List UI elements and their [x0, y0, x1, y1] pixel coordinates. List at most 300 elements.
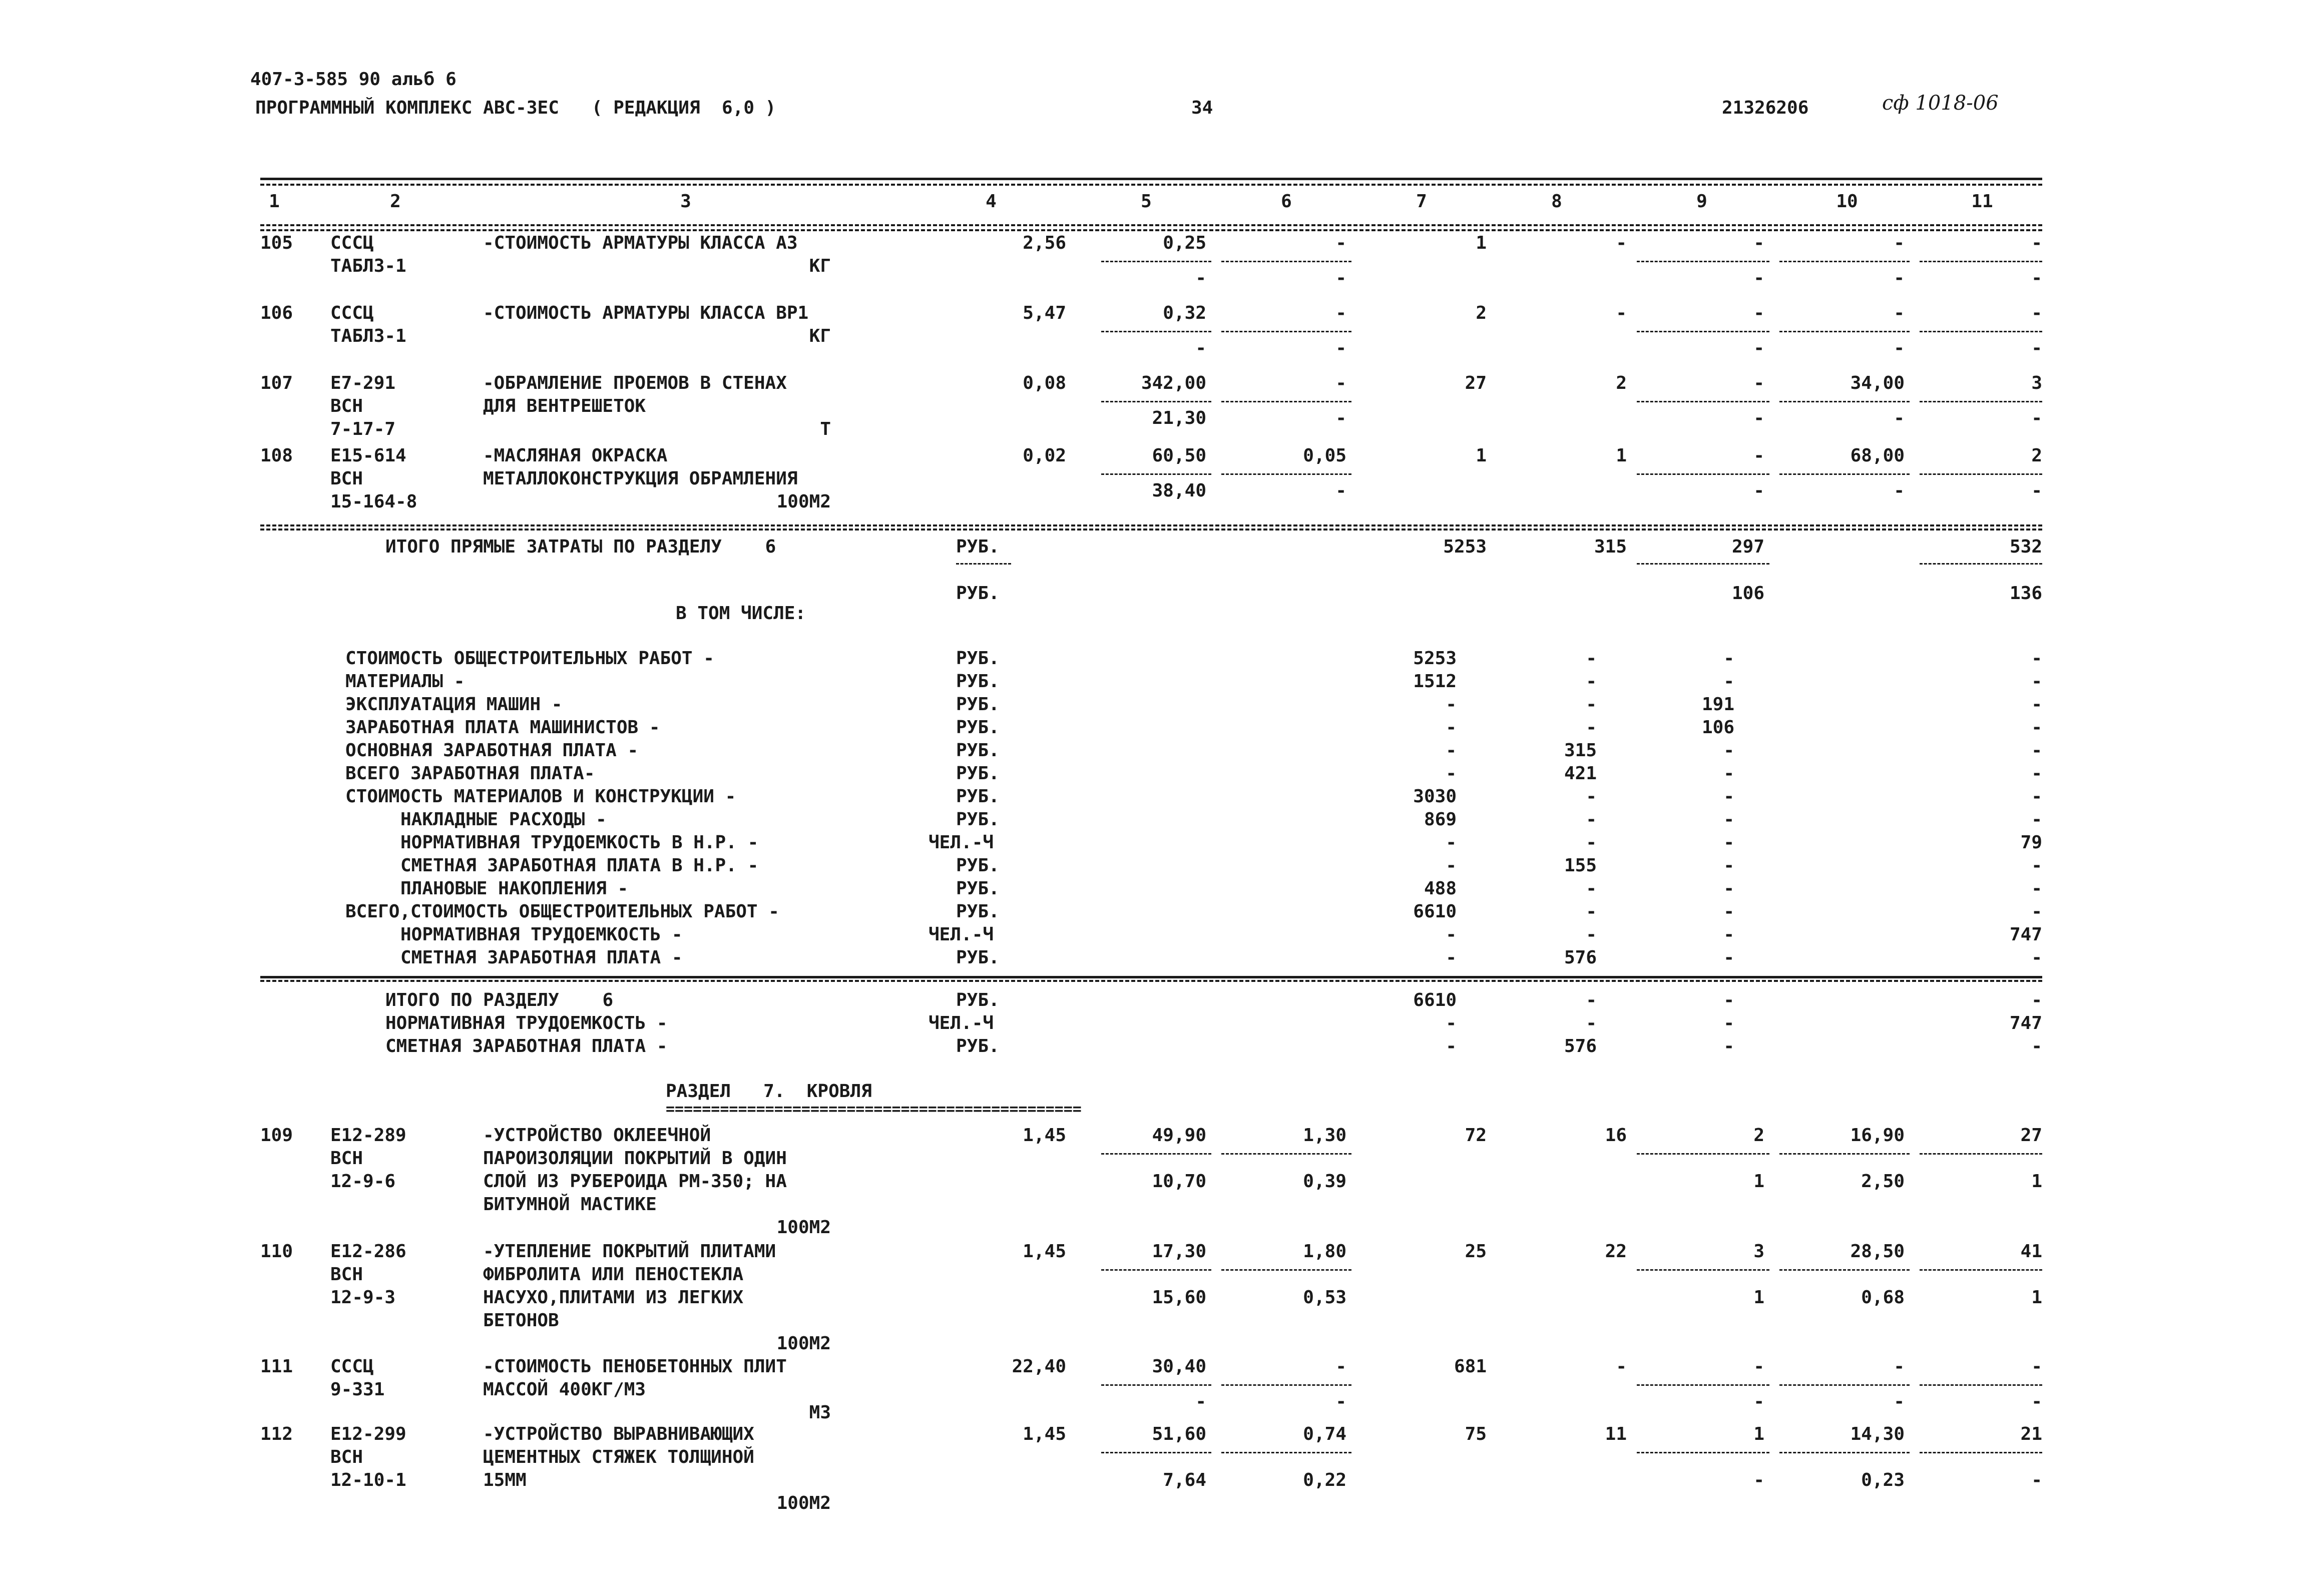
column-header-5: 5 — [1141, 191, 1152, 212]
item-unit: 100М2 — [776, 1493, 831, 1513]
breakdown-machines: - — [1723, 786, 1734, 807]
cell-divider — [1637, 1384, 1769, 1386]
page-number: 34 — [1191, 98, 1213, 118]
section-total-unit-2: РУБ. — [956, 583, 1000, 604]
totals-cost: - — [1446, 1036, 1457, 1056]
totals-unit: РУБ. — [956, 990, 1000, 1010]
breakdown-label: НОРМАТИВНАЯ ТРУДОЕМКОСТЬ В Н.Р. - — [400, 832, 759, 853]
breakdown-unit: РУБ. — [956, 648, 1000, 669]
totals-unit: ЧЕЛ.-Ч — [929, 1013, 994, 1033]
item-quantity: 1,45 — [1023, 1241, 1066, 1262]
breakdown-wages: - — [1586, 786, 1597, 807]
breakdown-wages: 315 — [1564, 740, 1597, 761]
price-divider — [1101, 1153, 1211, 1155]
breakdown-machines: - — [1723, 947, 1734, 968]
item-number: 105 — [260, 233, 293, 253]
total-wages: - — [1616, 233, 1627, 253]
labour-total: 21 — [2020, 1424, 2042, 1444]
price-divider — [1101, 261, 1211, 262]
column-header-7: 7 — [1416, 191, 1427, 212]
item-description: ЦЕМЕНТНЫХ СТЯЖЕК ТОЛЩИНОЙ — [483, 1447, 754, 1467]
breakdown-cost: - — [1446, 717, 1457, 738]
breakdown-cost: - — [1446, 855, 1457, 876]
total-machines: 3 — [1753, 1241, 1764, 1262]
breakdown-wages: - — [1586, 648, 1597, 669]
unit-price-total: 51,60 — [1152, 1424, 1206, 1444]
unit-price-wages: - — [1195, 1391, 1206, 1412]
unit-price-total: 17,30 — [1152, 1241, 1206, 1262]
unit-price-wages: - — [1195, 268, 1206, 288]
item-code: 12-10-1 — [330, 1470, 406, 1490]
breakdown-label: ЗАРАБОТНАЯ ПЛАТА МАШИНИСТОВ - — [345, 717, 660, 738]
totals-machines: - — [1723, 1013, 1734, 1033]
breakdown-unit: РУБ. — [956, 901, 1000, 922]
total-wages: 11 — [1605, 1424, 1627, 1444]
section-total-rule — [260, 524, 2042, 526]
breakdown-label: НОРМАТИВНАЯ ТРУДОЕМКОСТЬ - — [400, 924, 683, 945]
total-divider — [1637, 563, 1769, 565]
cell-divider — [1920, 1269, 2042, 1271]
unit-price-total: 0,32 — [1163, 303, 1206, 323]
machinist-wages: - — [1753, 408, 1764, 428]
item-unit: 100М2 — [776, 1217, 831, 1238]
total-wages: 2 — [1616, 373, 1627, 393]
item-quantity: 1,45 — [1023, 1125, 1066, 1146]
breakdown-labour: - — [2031, 809, 2042, 830]
total-machines: - — [1753, 233, 1764, 253]
labour-per-unit: - — [1894, 1356, 1905, 1377]
machinist-labour-total: - — [2031, 338, 2042, 358]
labour-per-unit: 16,90 — [1850, 1125, 1905, 1146]
item-code: 9-331 — [330, 1379, 385, 1400]
cell-divider — [1637, 1269, 1769, 1271]
breakdown-machines: - — [1723, 648, 1734, 669]
unit-price-machines: - — [1335, 373, 1346, 393]
breakdown-machines: - — [1723, 855, 1734, 876]
item-description: СЛОЙ ИЗ РУБЕРОИДА РМ-350; НА — [483, 1171, 787, 1192]
price-divider — [1101, 401, 1211, 402]
price-divider — [1221, 1384, 1351, 1386]
breakdown-cost: 3030 — [1413, 786, 1457, 807]
machinist-wages: 1 — [1753, 1287, 1764, 1308]
section-total-machines: 297 — [1731, 537, 1764, 557]
machinist-labour: - — [1894, 268, 1905, 288]
price-divider — [1101, 331, 1211, 332]
item-description: -СТОИМОСТЬ АРМАТУРЫ КЛАССА ВР1 — [483, 303, 809, 323]
breakdown-labour: - — [2031, 671, 2042, 692]
cell-divider — [1920, 401, 2042, 402]
document-code: 21326206 — [1722, 98, 1809, 118]
section-total-machinist-labour: 136 — [2009, 583, 2042, 604]
item-description: -УСТРОЙСТВО ВЫРАВНИВАЮЩИХ — [483, 1424, 754, 1444]
total-cost: 72 — [1465, 1125, 1487, 1146]
breakdown-machines: - — [1723, 878, 1734, 899]
item-description: -СТОИМОСТЬ ПЕНОБЕТОННЫХ ПЛИТ — [483, 1356, 787, 1377]
breakdown-unit: РУБ. — [956, 763, 1000, 784]
item-code: ВСН — [330, 468, 363, 489]
breakdown-labour: - — [2031, 763, 2042, 784]
item-quantity: 0,02 — [1023, 445, 1066, 466]
breakdown-unit: РУБ. — [956, 694, 1000, 715]
breakdown-cost: 488 — [1424, 878, 1457, 899]
cell-divider — [1920, 1384, 2042, 1386]
item-quantity: 1,45 — [1023, 1424, 1066, 1444]
section-total-machinist-wages: 106 — [1731, 583, 1764, 604]
item-code: ТАБЛ3-1 — [330, 256, 406, 276]
column-header-10: 10 — [1836, 191, 1858, 212]
section-total-cost: 5253 — [1443, 537, 1487, 557]
item-code: Е12-286 — [330, 1241, 406, 1262]
labour-per-unit: 28,50 — [1850, 1241, 1905, 1262]
item-number: 106 — [260, 303, 293, 323]
item-description: -МАСЛЯНАЯ ОКРАСКА — [483, 445, 668, 466]
item-code: ТАБЛ3-1 — [330, 326, 406, 346]
cell-divider — [1779, 261, 1910, 262]
totals-labour: 747 — [2009, 1013, 2042, 1033]
price-divider — [1101, 1384, 1211, 1386]
machinist-wages: - — [1753, 338, 1764, 358]
totals-label: НОРМАТИВНАЯ ТРУДОЕМКОСТЬ - — [385, 1013, 668, 1033]
cell-divider — [1920, 473, 2042, 475]
cell-divider — [1637, 401, 1769, 402]
breakdown-label: ВСЕГО ЗАРАБОТНАЯ ПЛАТА- — [345, 763, 595, 784]
unit-price-machines: 1,30 — [1303, 1125, 1346, 1146]
item-number: 109 — [260, 1125, 293, 1146]
unit-price-wages: 21,30 — [1152, 408, 1206, 428]
item-code: Е7-291 — [330, 373, 396, 393]
total-wages: 22 — [1605, 1241, 1627, 1262]
breakdown-cost: 1512 — [1413, 671, 1457, 692]
unit-price-machinist-wages: 0,53 — [1303, 1287, 1346, 1308]
item-description: ФИБРОЛИТА ИЛИ ПЕНОСТЕКЛА — [483, 1264, 744, 1285]
breakdown-cost: 869 — [1424, 809, 1457, 830]
labour-total: - — [2031, 303, 2042, 323]
breakdown-unit: РУБ. — [956, 809, 1000, 830]
unit-price-total: 49,90 — [1152, 1125, 1206, 1146]
unit-price-machines: - — [1335, 233, 1346, 253]
cell-divider — [1779, 1452, 1910, 1453]
total-wages: 1 — [1616, 445, 1627, 466]
labour-total: 41 — [2020, 1241, 2042, 1262]
item-unit: КГ — [809, 256, 831, 276]
unit-price-machinist-wages: - — [1335, 408, 1346, 428]
breakdown-unit: ЧЕЛ.-Ч — [929, 924, 994, 945]
item-code: ВСН — [330, 1447, 363, 1467]
machinist-labour-total: - — [2031, 1391, 2042, 1412]
breakdown-wages: - — [1586, 809, 1597, 830]
item-number: 108 — [260, 445, 293, 466]
column-header-4: 4 — [986, 191, 997, 212]
totals-labour: - — [2031, 990, 2042, 1010]
breakdown-wages: 155 — [1564, 855, 1597, 876]
item-number: 111 — [260, 1356, 293, 1377]
breakdown-machines: - — [1723, 924, 1734, 945]
section-total-label: ИТОГО ПРЯМЫЕ ЗАТРАТЫ ПО РАЗДЕЛУ 6 — [385, 537, 776, 557]
breakdown-label: МАТЕРИАЛЫ - — [345, 671, 465, 692]
labour-total: 3 — [2031, 373, 2042, 393]
item-number: 107 — [260, 373, 293, 393]
item-description: -УСТРОЙСТВО ОКЛЕЕЧНОЙ — [483, 1125, 711, 1146]
breakdown-cost: - — [1446, 694, 1457, 715]
doc-reference: 407-3-585 90 альб 6 — [250, 69, 456, 90]
breakdown-label: ПЛАНОВЫЕ НАКОПЛЕНИЯ - — [400, 878, 629, 899]
total-cost: 681 — [1454, 1356, 1487, 1377]
item-code: Е12-299 — [330, 1424, 406, 1444]
machinist-labour-total: - — [2031, 408, 2042, 428]
item-code: СССЦ — [330, 303, 374, 323]
unit-price-machinist-wages: - — [1335, 1391, 1346, 1412]
item-description: -ОБРАМЛЕНИЕ ПРОЕМОВ В СТЕНАХ — [483, 373, 787, 393]
breakdown-cost: - — [1446, 740, 1457, 761]
price-divider — [1221, 1452, 1351, 1453]
totals-machines: - — [1723, 1036, 1734, 1056]
machinist-labour-total: 1 — [2031, 1171, 2042, 1192]
machinist-wages: - — [1753, 1470, 1764, 1490]
item-description: -СТОИМОСТЬ АРМАТУРЫ КЛАССА А3 — [483, 233, 798, 253]
cell-divider — [1637, 331, 1769, 332]
price-divider — [1101, 1452, 1211, 1453]
breakdown-labour: - — [2031, 947, 2042, 968]
price-divider — [1221, 1153, 1351, 1155]
breakdown-machines: - — [1723, 740, 1734, 761]
breakdown-label: СТОИМОСТЬ ОБЩЕСТРОИТЕЛЬНЫХ РАБОТ - — [345, 648, 714, 669]
item-code: 12-9-3 — [330, 1287, 396, 1308]
breakdown-wages: - — [1586, 717, 1597, 738]
cell-divider — [1779, 473, 1910, 475]
price-divider — [1221, 473, 1351, 475]
breakdown-unit: РУБ. — [956, 740, 1000, 761]
table-top-rule-2 — [260, 184, 2042, 186]
item-description: БИТУМНОЙ МАСТИКЕ — [483, 1194, 657, 1215]
breakdown-machines: 191 — [1701, 694, 1734, 715]
total-machines: - — [1753, 303, 1764, 323]
breakdown-machines: - — [1723, 901, 1734, 922]
unit-price-machinist-wages: 0,39 — [1303, 1171, 1346, 1192]
section-total-wages: 315 — [1594, 537, 1627, 557]
breakdown-wages: 576 — [1564, 947, 1597, 968]
program-title: ПРОГРАММНЫЙ КОМПЛЕКС АВС-3ЕС ( РЕДАКЦИЯ 6,0 ) — [255, 98, 776, 118]
item-code: Е15-614 — [330, 445, 406, 466]
header-rule-2 — [260, 229, 2042, 231]
totals-rule-2 — [260, 980, 2042, 982]
column-header-1: 1 — [269, 191, 280, 212]
cell-divider — [1637, 473, 1769, 475]
unit-price-total: 342,00 — [1141, 373, 1206, 393]
machinist-labour: 0,68 — [1861, 1287, 1905, 1308]
labour-per-unit: - — [1894, 233, 1905, 253]
totals-labour: - — [2031, 1036, 2042, 1056]
breakdown-labour: - — [2031, 648, 2042, 669]
unit-price-total: 60,50 — [1152, 445, 1206, 466]
totals-cost: 6610 — [1413, 990, 1457, 1010]
machinist-labour-total: 1 — [2031, 1287, 2042, 1308]
totals-wages: - — [1586, 1013, 1597, 1033]
breakdown-unit: РУБ. — [956, 786, 1000, 807]
machinist-labour-total: - — [2031, 1470, 2042, 1490]
column-header-3: 3 — [680, 191, 691, 212]
item-description: ДЛЯ ВЕНТРЕШЕТОК — [483, 396, 646, 416]
machinist-wages: - — [1753, 480, 1764, 501]
item-quantity: 22,40 — [1012, 1356, 1066, 1377]
item-description: 15ММ — [483, 1470, 527, 1490]
item-code: ВСН — [330, 396, 363, 416]
labour-per-unit: 68,00 — [1850, 445, 1905, 466]
column-header-2: 2 — [390, 191, 401, 212]
unit-price-machinist-wages: - — [1335, 338, 1346, 358]
breakdown-cost: - — [1446, 924, 1457, 945]
labour-total: 27 — [2020, 1125, 2042, 1146]
machinist-wages: - — [1753, 1391, 1764, 1412]
item-code: СССЦ — [330, 233, 374, 253]
totals-wages: 576 — [1564, 1036, 1597, 1056]
price-divider — [1221, 331, 1351, 332]
breakdown-machines: 106 — [1701, 717, 1734, 738]
machinist-labour-total: - — [2031, 268, 2042, 288]
breakdown-machines: - — [1723, 671, 1734, 692]
breakdown-labour: - — [2031, 878, 2042, 899]
total-cost: 1 — [1476, 233, 1487, 253]
labour-per-unit: - — [1894, 303, 1905, 323]
item-description: -УТЕПЛЕНИЕ ПОКРЫТИЙ ПЛИТАМИ — [483, 1241, 776, 1262]
breakdown-unit: РУБ. — [956, 717, 1000, 738]
breakdown-cost: - — [1446, 763, 1457, 784]
breakdown-labour: - — [2031, 786, 2042, 807]
breakdown-cost: - — [1446, 832, 1457, 853]
item-code: СССЦ — [330, 1356, 374, 1377]
breakdown-unit: РУБ. — [956, 671, 1000, 692]
item-description: БЕТОНОВ — [483, 1310, 559, 1331]
cell-divider — [1637, 261, 1769, 262]
section-total-rule-2 — [260, 528, 2042, 530]
unit-price-wages: 7,64 — [1163, 1470, 1206, 1490]
unit-price-machinist-wages: - — [1335, 480, 1346, 501]
total-wages: - — [1616, 303, 1627, 323]
item-description: ПАРОИЗОЛЯЦИИ ПОКРЫТИЙ В ОДИН — [483, 1148, 787, 1169]
machinist-wages: 1 — [1753, 1171, 1764, 1192]
breakdown-wages: - — [1586, 924, 1597, 945]
breakdown-cost: - — [1446, 947, 1457, 968]
breakdown-labour: 79 — [2020, 832, 2042, 853]
cell-divider — [1920, 331, 2042, 332]
machinist-labour: - — [1894, 338, 1905, 358]
unit-price-wages: - — [1195, 338, 1206, 358]
price-divider — [1101, 1269, 1211, 1271]
breakdown-unit: РУБ. — [956, 947, 1000, 968]
breakdown-label: СМЕТНАЯ ЗАРАБОТНАЯ ПЛАТА - — [400, 947, 683, 968]
totals-label: СМЕТНАЯ ЗАРАБОТНАЯ ПЛАТА - — [385, 1036, 668, 1056]
column-header-11: 11 — [1971, 191, 1993, 212]
breakdown-label: НАКЛАДНЫЕ РАСХОДЫ - — [400, 809, 607, 830]
section-total-labour: 532 — [2009, 537, 2042, 557]
breakdown-cost: 6610 — [1413, 901, 1457, 922]
item-unit: 100М2 — [776, 491, 831, 512]
breakdown-machines: - — [1723, 809, 1734, 830]
section-7-underline: ============================================== — [666, 1101, 1082, 1118]
totals-rule — [260, 976, 2042, 978]
item-number: 110 — [260, 1241, 293, 1262]
total-cost: 27 — [1465, 373, 1487, 393]
unit-price-machines: 0,74 — [1303, 1424, 1346, 1444]
section-total-unit: РУБ. — [956, 537, 1000, 557]
unit-price-machines: - — [1335, 303, 1346, 323]
price-divider — [1221, 261, 1351, 262]
breakdown-labour: - — [2031, 740, 2042, 761]
total-machines: - — [1753, 445, 1764, 466]
labour-total: - — [2031, 1356, 2042, 1377]
column-header-9: 9 — [1696, 191, 1707, 212]
unit-price-wages: 38,40 — [1152, 480, 1206, 501]
totals-unit: РУБ. — [956, 1036, 1000, 1056]
handwritten-note: сф 1018-06 — [1882, 92, 1999, 115]
including-heading: В ТОМ ЧИСЛЕ: — [676, 603, 806, 624]
breakdown-wages: - — [1586, 671, 1597, 692]
breakdown-unit: РУБ. — [956, 855, 1000, 876]
total-machines: - — [1753, 373, 1764, 393]
breakdown-label: ВСЕГО,СТОИМОСТЬ ОБЩЕСТРОИТЕЛЬНЫХ РАБОТ - — [345, 901, 779, 922]
machinist-labour: 2,50 — [1861, 1171, 1905, 1192]
breakdown-labour: 747 — [2009, 924, 2042, 945]
item-description: МЕТАЛЛОКОНСТРУКЦИЯ ОБРАМЛЕНИЯ — [483, 468, 798, 489]
totals-wages: - — [1586, 990, 1597, 1010]
total-cost: 1 — [1476, 445, 1487, 466]
unit-price-machines: 1,80 — [1303, 1241, 1346, 1262]
table-top-rule — [260, 178, 2042, 180]
labour-per-unit: 34,00 — [1850, 373, 1905, 393]
breakdown-machines: - — [1723, 832, 1734, 853]
cell-divider — [1779, 1153, 1910, 1155]
machinist-labour: 0,23 — [1861, 1470, 1905, 1490]
item-unit: М3 — [809, 1402, 831, 1423]
cell-divider — [1920, 261, 2042, 262]
item-number: 112 — [260, 1424, 293, 1444]
machinist-labour: - — [1894, 480, 1905, 501]
totals-label: ИТОГО ПО РАЗДЕЛУ 6 — [385, 990, 614, 1010]
column-header-6: 6 — [1281, 191, 1292, 212]
machinist-labour: - — [1894, 1391, 1905, 1412]
item-code: 15-164-8 — [330, 491, 417, 512]
labour-per-unit: 14,30 — [1850, 1424, 1905, 1444]
labour-total: 2 — [2031, 445, 2042, 466]
breakdown-wages: - — [1586, 832, 1597, 853]
item-code: Е12-289 — [330, 1125, 406, 1146]
total-cost: 25 — [1465, 1241, 1487, 1262]
breakdown-labour: - — [2031, 901, 2042, 922]
item-quantity: 5,47 — [1023, 303, 1066, 323]
item-code: 7-17-7 — [330, 419, 396, 439]
breakdown-label: ОСНОВНАЯ ЗАРАБОТНАЯ ПЛАТА - — [345, 740, 639, 761]
unit-price-machines: 0,05 — [1303, 445, 1346, 466]
item-quantity: 2,56 — [1023, 233, 1066, 253]
breakdown-labour: - — [2031, 694, 2042, 715]
machinist-labour: - — [1894, 408, 1905, 428]
unit-price-wages: 10,70 — [1152, 1171, 1206, 1192]
header-rule — [260, 224, 2042, 226]
item-unit: 100М2 — [776, 1333, 831, 1354]
cell-divider — [1920, 1153, 2042, 1155]
breakdown-label: СМЕТНАЯ ЗАРАБОТНАЯ ПЛАТА В Н.Р. - — [400, 855, 759, 876]
item-description: НАСУХО,ПЛИТАМИ ИЗ ЛЕГКИХ — [483, 1287, 744, 1308]
item-unit: КГ — [809, 326, 831, 346]
total-machines: 2 — [1753, 1125, 1764, 1146]
price-divider — [1221, 1269, 1351, 1271]
total-wages: 16 — [1605, 1125, 1627, 1146]
breakdown-wages: - — [1586, 901, 1597, 922]
unit-price-machines: - — [1335, 1356, 1346, 1377]
breakdown-unit: РУБ. — [956, 878, 1000, 899]
breakdown-cost: 5253 — [1413, 648, 1457, 669]
breakdown-wages: - — [1586, 694, 1597, 715]
total-cost: 2 — [1476, 303, 1487, 323]
